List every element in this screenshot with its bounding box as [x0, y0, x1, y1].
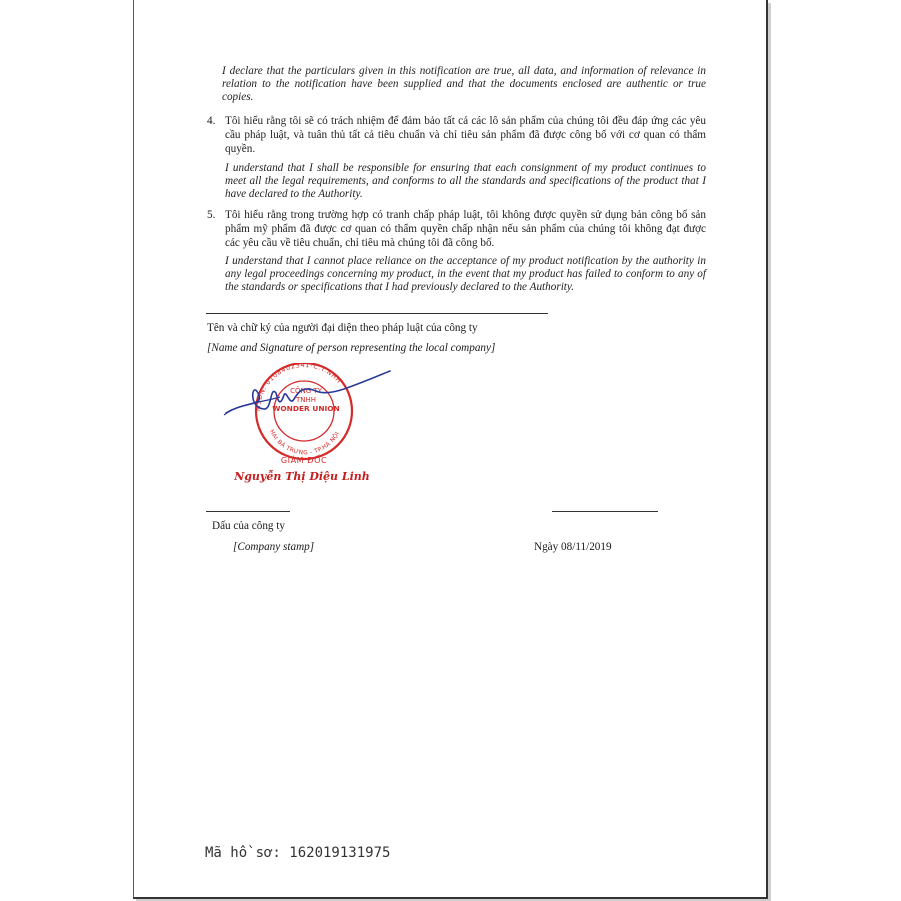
- director-signature-stamp: [220, 363, 410, 488]
- item-5-vietnamese: Tôi hiểu rằng trong trường hợp có tranh chấp pháp luật, tôi không được quyền sử dụng bản công bố sản phẩm mỹ phẩm đã được cơ quan có thẩm quyền chấp nhận nếu sản phẩm của chúng tôi không đạt được các yêu cầu về tiêu chuẩn, chỉ tiêu mà chúng tôi đã công bố.: [225, 209, 706, 249]
- company-stamp-label-vietnamese: Dấu của công ty: [212, 520, 286, 532]
- svg-text:GIÁM ĐỐC: GIÁM ĐỐC: [280, 456, 328, 465]
- svg-text:TNHH: TNHH: [295, 396, 317, 404]
- company-stamp-line: [206, 511, 290, 512]
- item-4-english: I understand that I shall be responsible for ensuring that each consignment of my product continues to meet all the legal requirements, and conforms to all the standards and specifications of the product that I have declared to the Authority.: [225, 162, 706, 200]
- item-5-english: I understand that I cannot place reliance on the acceptance of my product notification by the authority in any legal proceedings concerning my product, in the event that my product has failed to conform to any of the standards or specifications that I had previously declared to the Authority.: [225, 255, 706, 293]
- declaration-english: I declare that the particulars given in this notification are true, all data, and information of relevance in relation to the notification have been supplied and that the documents enclosed are authentic or true copies.: [222, 65, 706, 103]
- item-4-number: 4.: [207, 115, 216, 127]
- file-code: Mã hồ sơ: 162019131975: [205, 845, 391, 861]
- svg-text:Nguyễn Thị Diệu Linh: Nguyễn Thị Diệu Linh: [234, 470, 370, 483]
- company-seal-icon: [220, 363, 410, 488]
- signature-label-english: [Name and Signature of person representing the local company]: [207, 342, 496, 354]
- item-5-number: 5.: [207, 209, 216, 221]
- document-page: [133, 0, 768, 899]
- svg-text:MSDN: 0108402341-C.T.NHH: MSDN: 0108402341-C.T.NHH: [253, 363, 344, 412]
- date-text: Ngày 08/11/2019: [534, 541, 612, 553]
- svg-text:HAI BÀ TRƯNG - TP.HÀ NỘI: HAI BÀ TRƯNG - TP.HÀ NỘI: [267, 428, 342, 457]
- date-line: [552, 511, 658, 512]
- svg-text:WONDER UNION: WONDER UNION: [272, 404, 340, 413]
- item-4-vietnamese: Tôi hiểu rằng tôi sẽ có trách nhiệm để đảm bảo tất cả các lô sản phẩm của chúng tôi đều đáp ứng các yêu cầu pháp luật, và tuân thủ tất cả tiêu chuẩn và chỉ tiêu sản phẩm đã được công bố với cơ quan có thẩm quyền.: [225, 115, 706, 155]
- company-stamp-label-english: [Company stamp]: [233, 541, 315, 553]
- signature-label-vietnamese: Tên và chữ ký của người đại diện theo pháp luật của công ty: [207, 322, 478, 334]
- signature-line: [206, 313, 548, 314]
- svg-text:CÔNG TY: CÔNG TY: [290, 387, 322, 395]
